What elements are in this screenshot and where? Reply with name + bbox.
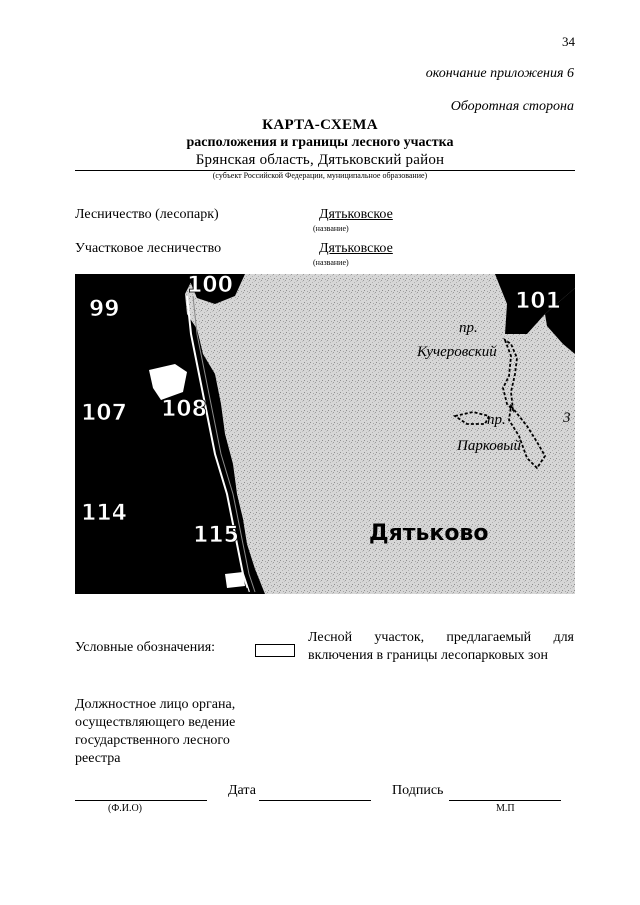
quarter-108: 108 [161,397,207,422]
official-title: Должностное лицо органа, осуществляющего ведение государственного лесного реестра [75,697,236,766]
forestry-caption: (название) [313,224,349,233]
pond-kucherovsky-abbr: пр. [459,320,478,336]
district-forestry-value: Дятьковское [319,241,393,256]
quarter-115: 115 [193,523,239,548]
quarter-99: 99 [89,297,120,322]
district-forestry-caption: (название) [313,258,349,267]
forestry-label: Лесничество (лесопарк) [75,207,219,222]
seal-caption: М.П [496,803,515,814]
region-name: Брянская область, Дятьковский район [195,152,445,168]
forestry-value: Дятьковское [319,207,393,222]
fio-caption: (Ф.И.О) [108,803,143,814]
page-number: 34 [562,34,575,49]
region-caption: (субъект Российской Федерации, муниципальное образование) [212,171,428,180]
quarter-114: 114 [81,501,127,526]
map-scheme [75,274,575,594]
reverse-side-note: Оборотная сторона [450,99,574,114]
date-line [259,800,371,801]
pond-parkovy-label: Парковый [457,438,521,454]
pond-parkovy-abbr: пр. [487,412,506,428]
map-side-mark: 3 [563,410,571,426]
quarter-100: 100 [187,274,233,298]
town-label: Дятьково [369,521,489,546]
fio-line [75,800,207,801]
date-label: Дата [228,783,256,798]
signature-line [449,800,561,801]
document-subtitle: расположения и границы лесного участка [186,135,454,150]
district-forestry-label: Участковое лесничество [75,241,222,256]
signature-label: Подпись [392,783,444,798]
document-title: КАРТА-СХЕМА [262,117,378,133]
legend-description: Лесной участок, предлагаемый для включения в границы лесопарковых зон [308,630,574,663]
quarter-107: 107 [81,401,127,426]
legend-label: Условные обозначения: [75,640,216,655]
quarter-101: 101 [515,289,561,314]
forest-clearing-small [225,572,245,588]
pond-kucherovsky-label: Кучеровский [417,344,497,360]
appendix-end-note: окончание приложения 6 [425,66,574,81]
legend-symbol-box [255,644,295,657]
